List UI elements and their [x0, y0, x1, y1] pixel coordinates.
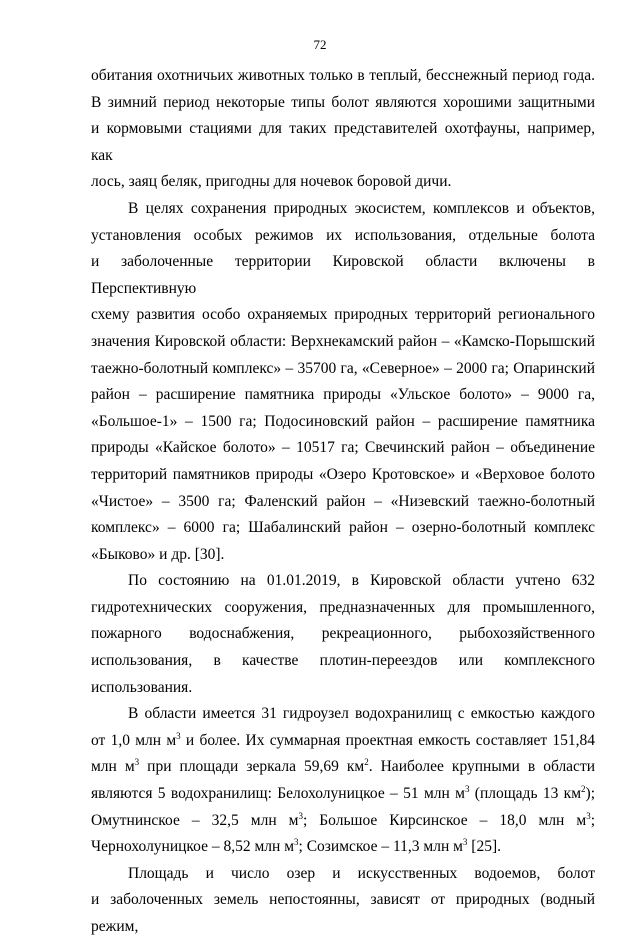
text-line: «Большое-1» – 1500 га; Подосиновский район – расширение памятника — [91, 412, 595, 430]
text-line: природы «Кайское болото» – 10517 га; Свечинский район – объединение — [91, 439, 595, 457]
superscript-3: 3 — [298, 810, 303, 821]
superscript-2: 2 — [364, 757, 369, 768]
text-line — [91, 728, 595, 755]
superscript-3: 3 — [134, 757, 140, 768]
text-run: Омутнинское – 32,5 млн м — [91, 811, 299, 829]
text-run: . Наиболее крупными в области — [368, 758, 596, 776]
text-run: являются 5 водохранилищ: Белохолуницкое – 51 млн м — [91, 785, 465, 803]
text-run: ); — [585, 785, 595, 803]
text-line — [91, 781, 595, 808]
superscript-3: 3 — [176, 730, 181, 741]
text-run: В области имеется 31 гидроузел водохранилищ с емкостью каждого — [128, 705, 595, 723]
text-line: лось, заяц беляк, пригодны для ночевок боровой дичи. — [91, 173, 452, 191]
body-text — [91, 63, 595, 941]
text-line: установления особых режимов их использования, отдельные болота — [91, 226, 595, 244]
text-line: пожарного водоснабжения, рекреационного, рыбохозяйственного — [91, 625, 595, 643]
text-run: млн м — [91, 758, 135, 776]
text-run: при площади зеркала 59,69 км — [139, 758, 365, 776]
text-line: «Чистое» – 3500 га; Фаленский район – «Низевский таежно-болотный — [91, 492, 595, 510]
text-line: «Быково» и др. [30]. — [91, 545, 225, 563]
text-line: гидротехнических сооружения, предназначенных для промышленного, — [91, 598, 595, 616]
text-line — [91, 701, 595, 728]
text-line: В целях сохранения природных экосистем, комплексов и объектов, — [128, 199, 595, 217]
paragraph-5 — [91, 861, 595, 941]
text-run: ; Созимское – 11,3 млн м — [298, 838, 463, 856]
paragraph-3 — [91, 568, 595, 701]
text-line: таежно-болотный комплекс» – 35700 га, «Северное» – 2000 га; Опаринский — [91, 359, 595, 377]
text-run: [25]. — [467, 838, 501, 856]
paragraph-2 — [91, 196, 595, 568]
text-run: ; — [590, 811, 595, 829]
text-line — [91, 754, 595, 781]
text-run: ; Большое Кирсинское – 18,0 млн м — [302, 811, 587, 829]
text-line: значения Кировской области: Верхнекамский район – «Камско-Порышский — [91, 332, 595, 350]
paragraph-4 — [91, 701, 595, 861]
text-line: В зимний период некоторые типы болот являются хорошими защитными — [91, 93, 595, 111]
text-run: (площадь 13 км — [469, 785, 582, 803]
text-line: использования. — [91, 678, 193, 696]
text-line: территорий памятников природы «Озеро Кротовское» и «Верховое болото — [91, 465, 595, 483]
text-run: Чернохолуницкое – 8,52 млн м — [91, 838, 295, 856]
text-line: и заболоченные территории Кировской области включены в Перспективную — [91, 253, 595, 297]
paragraph-1 — [91, 63, 595, 196]
text-line: использования, в качестве плотин-переездов или комплексного — [91, 652, 595, 670]
superscript-3: 3 — [294, 837, 299, 848]
text-line: комплекс» – 6000 га; Шабалинский район – озерно-болотный комплекс — [91, 519, 595, 537]
text-line — [91, 834, 595, 861]
superscript-2: 2 — [581, 784, 586, 795]
superscript-3: 3 — [462, 837, 468, 848]
text-line: и кормовыми стациями для таких представителей охотфауны, например, как — [91, 120, 595, 164]
text-run: и более. Их суммарная проектная емкость составляет 151,84 — [180, 731, 596, 749]
text-run: от 1,0 млн м — [91, 731, 177, 749]
text-line: и заболоченных земель непостоянны, зависят от природных (водный режим, — [91, 891, 595, 935]
text-line: схему развития особо охраняемых природных территорий регионального — [91, 306, 595, 324]
text-line: обитания охотничьих животных только в теплый, бесснежный период года. — [91, 67, 595, 84]
superscript-3: 3 — [464, 784, 470, 795]
text-line: Площадь и число озер и искусственных водоемов, болот — [128, 864, 595, 882]
superscript-3: 3 — [586, 810, 591, 821]
page-number: 72 — [313, 37, 327, 52]
text-line: район – расширение памятника природы «Ульское болото» – 9000 га, — [91, 386, 595, 404]
text-line — [91, 808, 595, 835]
text-line: По состоянию на 01.01.2019, в Кировской области учтено 632 — [128, 572, 595, 590]
